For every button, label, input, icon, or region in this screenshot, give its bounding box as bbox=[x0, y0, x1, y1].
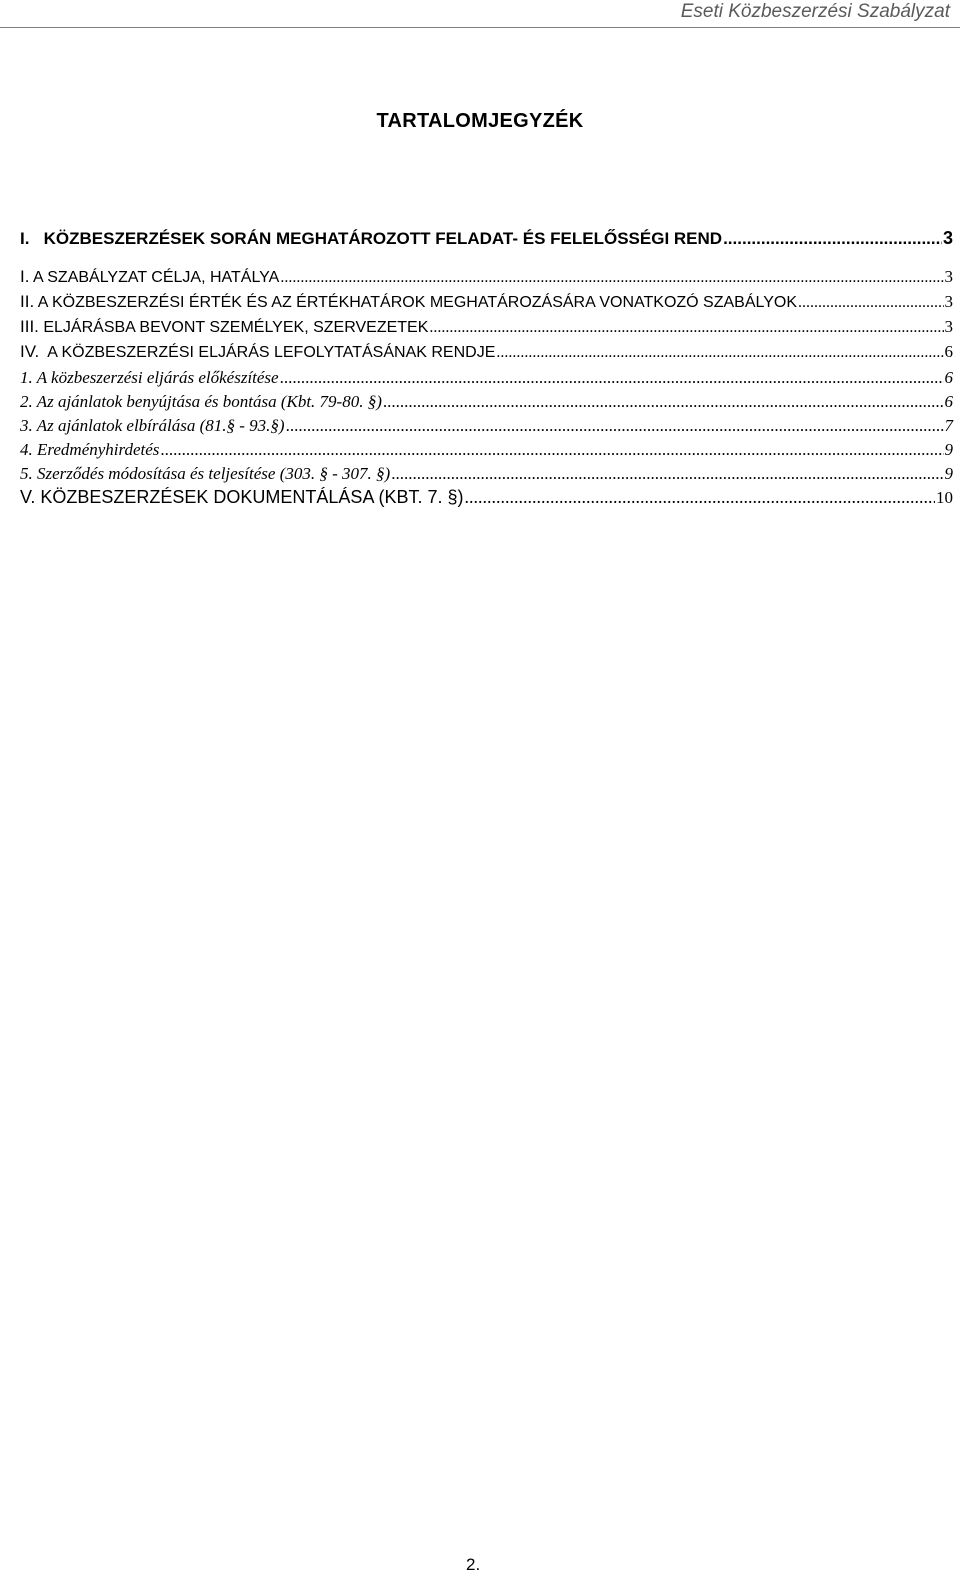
toc-entry-label bbox=[20, 440, 159, 460]
toc-entry-label bbox=[20, 416, 285, 436]
toc-entry-page: 6 bbox=[944, 392, 953, 411]
toc-entry-label bbox=[20, 368, 279, 388]
running-header-title: Eseti Közbeszerzési Szabályzat bbox=[680, 1, 950, 22]
toc-entry-page: 6 bbox=[944, 342, 953, 361]
toc-entry-subsection-5[interactable] bbox=[20, 464, 953, 484]
page-number: 2. bbox=[466, 1555, 481, 1574]
toc-entry-number: V. bbox=[20, 487, 36, 507]
toc-entry-text: Az ajánlatok benyújtása és bontása (Kbt. 79-80. §) bbox=[36, 392, 382, 411]
toc-entry-subsection-1[interactable] bbox=[20, 368, 953, 388]
toc-entry-text: Eredményhirdetés bbox=[37, 440, 160, 459]
toc-entry-section-3[interactable] bbox=[20, 317, 953, 337]
toc-entry-text: Szerződés módosítása és teljesítése (303. § - 307. §) bbox=[37, 464, 391, 483]
toc-entry-page: 3 bbox=[944, 267, 953, 286]
toc-entry-label bbox=[20, 292, 797, 312]
toc-entry-label bbox=[20, 267, 279, 287]
dot-leader bbox=[496, 344, 943, 361]
toc-entry-number: 5. bbox=[20, 464, 33, 483]
toc-entry-number: I. bbox=[20, 267, 30, 286]
toc-entry-number: II. bbox=[20, 292, 35, 311]
dot-leader bbox=[429, 319, 943, 336]
dot-leader bbox=[464, 487, 935, 506]
toc-entry-page: 7 bbox=[944, 416, 953, 435]
toc-entry-chapter-1[interactable] bbox=[20, 228, 953, 249]
dot-leader bbox=[723, 229, 942, 247]
toc-entry-number: 1. bbox=[20, 368, 33, 387]
toc-entry-number: 3. bbox=[20, 416, 33, 435]
toc-entry-number: IV. bbox=[20, 342, 40, 361]
toc-entry-text: KÖZBESZERZÉSEK SORÁN MEGHATÁROZOTT FELADAT- ÉS FELELŐSSÉGI REND bbox=[43, 229, 723, 248]
toc-entry-text: KÖZBESZERZÉSEK DOKUMENTÁLÁSA (KBT. 7. §) bbox=[40, 487, 464, 507]
toc-entry-label bbox=[20, 487, 463, 508]
toc-entry-label bbox=[20, 392, 382, 412]
toc-entry-page: 10 bbox=[936, 488, 953, 507]
toc-entry-text: A KÖZBESZERZÉSI ÉRTÉK ÉS AZ ÉRTÉKHATÁROK MEGHATÁROZÁSÁRA VONATKOZÓ SZABÁLYOK bbox=[37, 294, 798, 311]
toc-entry-text: A SZABÁLYZAT CÉLJA, HATÁLYA bbox=[33, 269, 280, 286]
toc-entry-page: 3 bbox=[942, 228, 953, 248]
toc-entry-section-1[interactable] bbox=[20, 267, 953, 287]
dot-leader bbox=[160, 440, 943, 458]
dot-leader bbox=[280, 269, 943, 286]
toc-entry-page: 9 bbox=[944, 440, 953, 459]
toc-entry-number: I. bbox=[20, 229, 30, 248]
dot-leader bbox=[383, 392, 944, 410]
dot-leader bbox=[391, 464, 943, 482]
toc-entry-text: Az ajánlatok elbírálása (81.§ - 93.§) bbox=[36, 416, 285, 435]
toc-entry-text: A KÖZBESZERZÉSI ELJÁRÁS LEFOLYTATÁSÁNAK RENDJE bbox=[47, 344, 496, 361]
toc-entry-subsection-2[interactable] bbox=[20, 392, 953, 412]
dot-leader bbox=[286, 416, 944, 434]
toc-entry-number: III. bbox=[20, 317, 39, 336]
toc-entry-text: A közbeszerzési eljárás előkészítése bbox=[36, 368, 279, 387]
toc-entry-section-4[interactable] bbox=[20, 342, 953, 362]
toc-entry-label bbox=[20, 464, 390, 484]
header-divider bbox=[0, 27, 960, 28]
toc-entry-label bbox=[20, 342, 495, 362]
toc-entry-page: 3 bbox=[944, 292, 953, 311]
toc-entry-section-5[interactable] bbox=[20, 487, 953, 508]
toc-entry-subsection-4[interactable] bbox=[20, 440, 953, 460]
toc-entry-page: 6 bbox=[944, 368, 953, 387]
toc-entry-label bbox=[20, 229, 722, 249]
toc-entry-number: 2. bbox=[20, 392, 33, 411]
dot-leader bbox=[798, 294, 943, 311]
toc-title: TARTALOMJEGYZÉK bbox=[376, 110, 584, 132]
toc-entry-page: 3 bbox=[944, 317, 953, 336]
toc-entry-subsection-3[interactable] bbox=[20, 416, 953, 436]
toc-entry-text: ELJÁRÁSBA BEVONT SZEMÉLYEK, SZERVEZETEK bbox=[43, 319, 429, 336]
toc-entry-section-2[interactable] bbox=[20, 292, 953, 312]
dot-leader bbox=[280, 368, 944, 386]
toc-entry-number: 4. bbox=[20, 440, 33, 459]
toc-entry-page: 9 bbox=[944, 464, 953, 483]
toc-entry-label bbox=[20, 317, 428, 337]
